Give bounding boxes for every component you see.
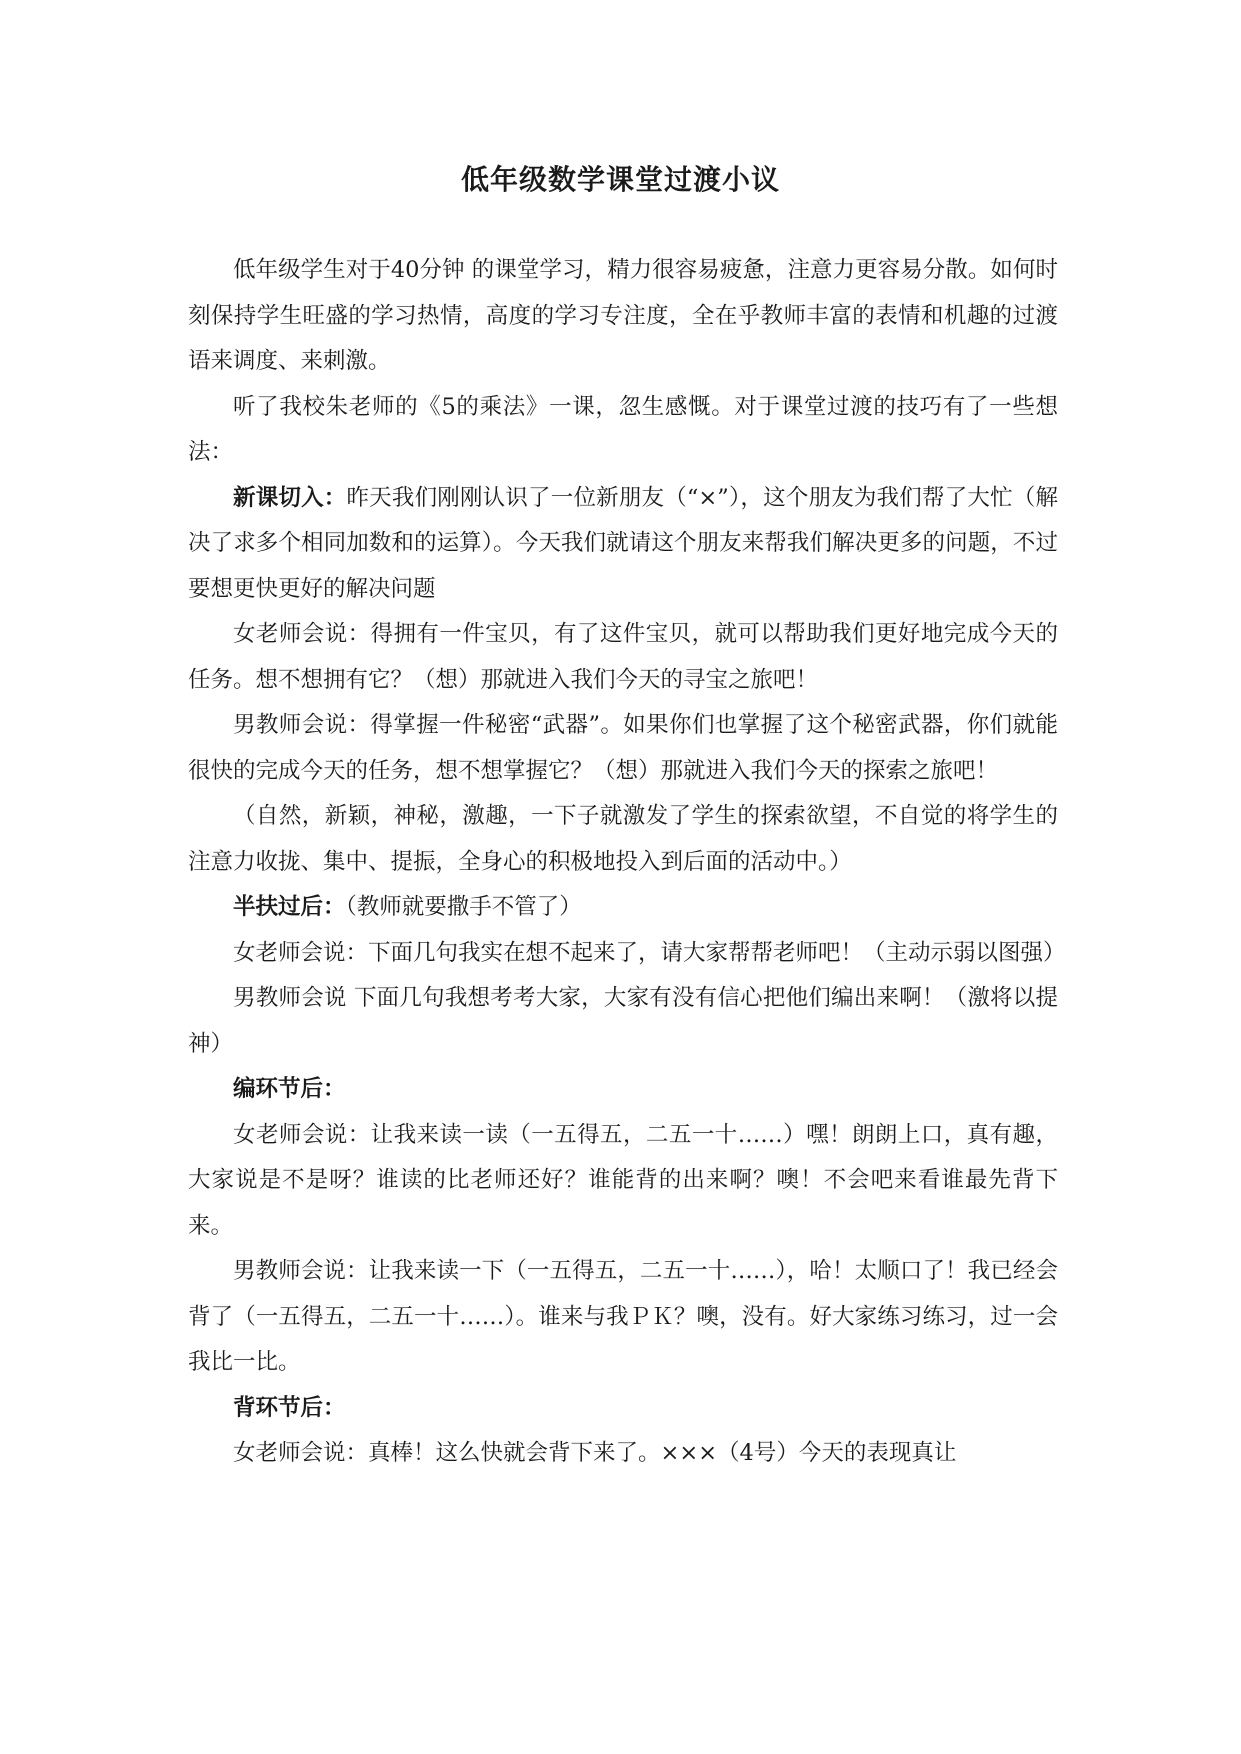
document-title: 低年级数学课堂过渡小议 xyxy=(460,163,780,196)
paragraph-text: 昨天我们刚刚认识了一位新朋友（“×”），这个朋友为我们帮了大忙（解决了求多个相同加数和的运算）。今天我们就请这个朋友来帮我们解决更多的问题，不过要想更快更好的解决问题 xyxy=(188,484,1058,602)
paragraph-text: 女老师会说：下面几句我实在想不起来了，请大家帮帮老师吧！（主动示弱以图强） xyxy=(233,939,1066,966)
paragraph-text: （教师就要撒手不管了） xyxy=(345,894,582,920)
paragraph xyxy=(188,1249,1058,1386)
paragraph xyxy=(188,885,1058,931)
section-heading: 背环节后： xyxy=(233,1394,346,1421)
paragraph-text: 听了我校朱老师的《5的乘法》一课，忽生感慨。对于课堂过渡的技巧有了一些想法： xyxy=(188,393,1058,465)
paragraph xyxy=(188,476,1058,613)
document-body xyxy=(188,248,1066,1477)
section-heading: 半扶过后： xyxy=(233,894,346,920)
paragraph-text: 低年级学生对于40分钟 的课堂学习，精力很容易疲惫，注意力更容易分散。如何时刻保持学生旺盛的学习热情，高度的学习专注度，全在乎教师丰富的表情和机趣的过渡语来调度、来刺激。 xyxy=(188,257,1058,374)
paragraph xyxy=(188,1386,1058,1432)
paragraph xyxy=(188,248,1058,385)
paragraph-text: （自然，新颖，神秘，激趣，一下子就激发了学生的探索欲望，不自觉的将学生的注意力收拢、集中、提振，全身心的积极地投入到后面的活动中。） xyxy=(188,803,1058,875)
paragraph-text: 男教师会说 下面几句我想考考大家，大家有没有信心把他们编出来啊！（激将以提神） xyxy=(188,985,1058,1057)
paragraph xyxy=(188,612,1058,703)
paragraph xyxy=(188,794,1058,885)
paragraph-text: 女老师会说：真棒！这么快就会背下来了。×××（4号）今天的表现真让 xyxy=(233,1440,957,1466)
paragraph xyxy=(188,931,1066,977)
paragraph-text: 男教师会说：让我来读一下（一五得五，二五一十……），哈！太顺口了！我已经会背了（一五得五，二五一十……）。谁来与我ＰＫ？噢，没有。好大家练习练习，过一会我比一比。 xyxy=(188,1258,1058,1375)
paragraph xyxy=(188,703,1058,794)
paragraph xyxy=(188,1113,1058,1250)
paragraph xyxy=(188,385,1058,476)
paragraph xyxy=(188,1067,1058,1113)
paragraph-text: 女老师会说：让我来读一读（一五得五，二五一十……）嘿！朗朗上口，真有趣，大家说是不是呀？谁读的比老师还好？谁能背的出来啊？噢！不会吧来看谁最先背下来。 xyxy=(188,1121,1058,1239)
section-heading: 编环节后： xyxy=(233,1076,346,1102)
paragraph xyxy=(188,976,1058,1067)
paragraph-text: 男教师会说：得掌握一件秘密“武器”。如果你们也掌握了这个秘密武器，你们就能很快的完成今天的任务，想不想掌握它？（想）那就进入我们今天的探索之旅吧！ xyxy=(188,712,1058,784)
section-heading: 新课切入： xyxy=(233,484,347,511)
paragraph xyxy=(188,1431,1058,1477)
paragraph-text: 女老师会说：得拥有一件宝贝，有了这件宝贝，就可以帮助我们更好地完成今天的任务。想不想拥有它？（想）那就进入我们今天的寻宝之旅吧！ xyxy=(188,621,1058,693)
